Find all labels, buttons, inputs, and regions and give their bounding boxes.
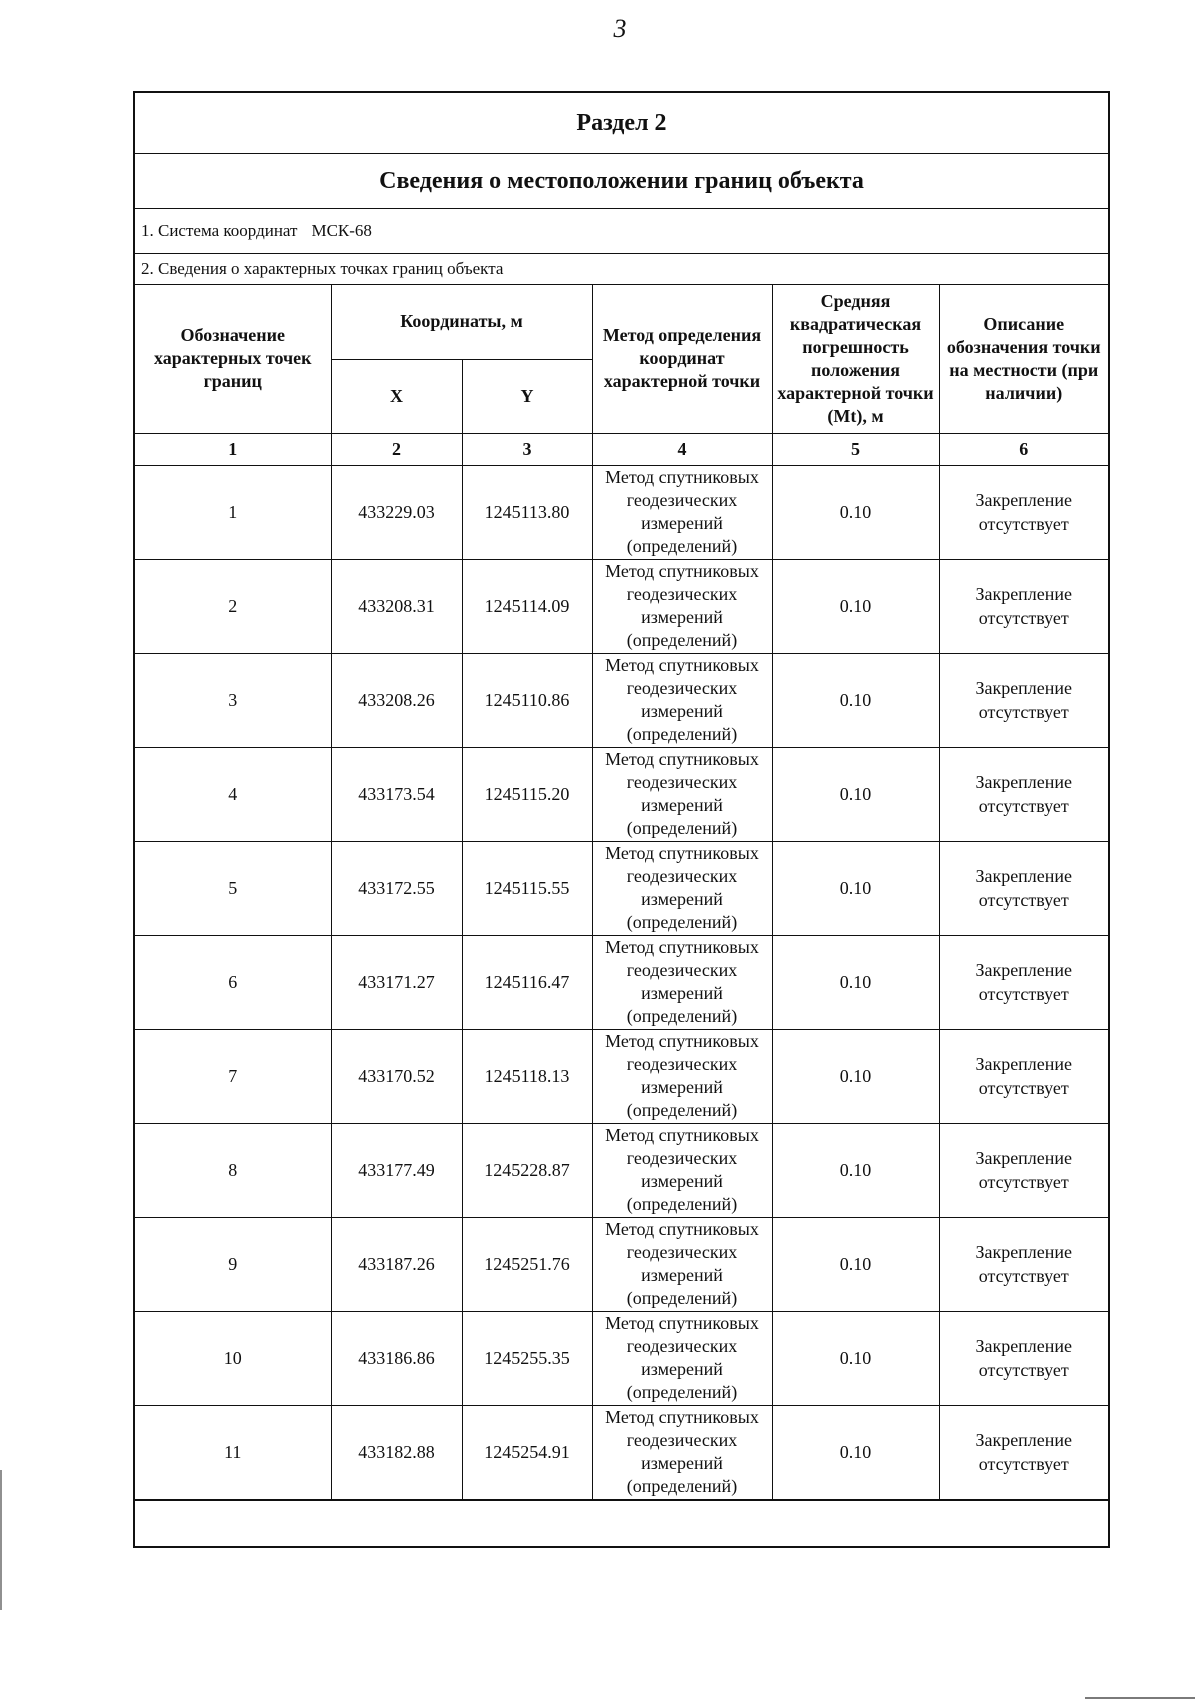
- point-x: 433170.52: [331, 1029, 462, 1123]
- point-description: Закрепление отсутствует: [939, 559, 1108, 653]
- point-description: Закрепление отсутствует: [939, 1029, 1108, 1123]
- table-row: [135, 1405, 1108, 1499]
- col-method-header: Метод определения координат характерной точки: [592, 285, 772, 433]
- point-x: 433229.03: [331, 465, 462, 559]
- table-row: [135, 1311, 1108, 1405]
- point-method: Метод спутниковых геодезических измерений (определений): [592, 1123, 772, 1217]
- points-heading: 2. Сведения о характерных точках границ объекта: [135, 254, 1108, 285]
- point-description: Закрепление отсутствует: [939, 1217, 1108, 1311]
- point-y: 1245251.76: [462, 1217, 592, 1311]
- point-x: 433182.88: [331, 1405, 462, 1499]
- point-y: 1245228.87: [462, 1123, 592, 1217]
- col-x-header: X: [331, 359, 462, 433]
- col-y-header: Y: [462, 359, 592, 433]
- table-row: [135, 465, 1108, 559]
- table-row: [135, 1123, 1108, 1217]
- point-y: 1245255.35: [462, 1311, 592, 1405]
- col-error-header: Средняя квадратическая погрешность положения характерной точки (Mt), м: [772, 285, 939, 433]
- point-x: 433171.27: [331, 935, 462, 1029]
- point-error: 0.10: [772, 465, 939, 559]
- col-number-2: 2: [331, 433, 462, 465]
- col-number-6: 6: [939, 433, 1108, 465]
- points-table-body: [135, 465, 1108, 1499]
- point-description: Закрепление отсутствует: [939, 1405, 1108, 1499]
- point-method: Метод спутниковых геодезических измерений (определений): [592, 465, 772, 559]
- point-error: 0.10: [772, 935, 939, 1029]
- table-row: [135, 1217, 1108, 1311]
- coordinate-system-line: [135, 209, 1108, 254]
- point-method: Метод спутниковых геодезических измерений (определений): [592, 1029, 772, 1123]
- point-method: Метод спутниковых геодезических измерений (определений): [592, 841, 772, 935]
- points-table: [135, 285, 1108, 1500]
- point-designation: 3: [135, 653, 331, 747]
- table-row: [135, 559, 1108, 653]
- table-row: [135, 935, 1108, 1029]
- point-designation: 7: [135, 1029, 331, 1123]
- point-method: Метод спутниковых геодезических измерений (определений): [592, 935, 772, 1029]
- point-method: Метод спутниковых геодезических измерений (определений): [592, 1217, 772, 1311]
- col-coordinates-header: Координаты, м: [331, 285, 592, 359]
- point-x: 433177.49: [331, 1123, 462, 1217]
- scan-edge-mark: [1085, 1697, 1195, 1699]
- point-designation: 1: [135, 465, 331, 559]
- point-method: Метод спутниковых геодезических измерений (определений): [592, 747, 772, 841]
- point-x: 433172.55: [331, 841, 462, 935]
- point-error: 0.10: [772, 1029, 939, 1123]
- section-subtitle: Сведения о местоположении границ объекта: [135, 154, 1108, 209]
- point-y: 1245254.91: [462, 1405, 592, 1499]
- point-designation: 10: [135, 1311, 331, 1405]
- table-row: [135, 653, 1108, 747]
- point-y: 1245113.80: [462, 465, 592, 559]
- point-description: Закрепление отсутствует: [939, 1311, 1108, 1405]
- point-y: 1245110.86: [462, 653, 592, 747]
- col-number-1: 1: [135, 433, 331, 465]
- empty-footer-row: [135, 1500, 1108, 1546]
- col-designation-header: Обозначение характерных точек границ: [135, 285, 331, 433]
- point-x: 433208.31: [331, 559, 462, 653]
- section-title: Раздел 2: [135, 93, 1108, 154]
- point-x: 433187.26: [331, 1217, 462, 1311]
- page-number: 3: [613, 14, 627, 43]
- point-y: 1245118.13: [462, 1029, 592, 1123]
- point-description: Закрепление отсутствует: [939, 653, 1108, 747]
- point-error: 0.10: [772, 653, 939, 747]
- point-method: Метод спутниковых геодезических измерений (определений): [592, 653, 772, 747]
- col-number-5: 5: [772, 433, 939, 465]
- point-error: 0.10: [772, 1311, 939, 1405]
- col-number-3: 3: [462, 433, 592, 465]
- point-method: Метод спутниковых геодезических измерений (определений): [592, 559, 772, 653]
- col-description-header: Описание обозначения точки на местности (при наличии): [939, 285, 1108, 433]
- point-description: Закрепление отсутствует: [939, 465, 1108, 559]
- point-designation: 11: [135, 1405, 331, 1499]
- table-row: [135, 747, 1108, 841]
- point-designation: 4: [135, 747, 331, 841]
- table-row: [135, 841, 1108, 935]
- point-method: Метод спутниковых геодезических измерений (определений): [592, 1311, 772, 1405]
- section-frame: [133, 91, 1110, 1548]
- point-designation: 9: [135, 1217, 331, 1311]
- point-error: 0.10: [772, 1405, 939, 1499]
- point-description: Закрепление отсутствует: [939, 747, 1108, 841]
- point-designation: 5: [135, 841, 331, 935]
- point-description: Закрепление отсутствует: [939, 1123, 1108, 1217]
- point-description: Закрепление отсутствует: [939, 935, 1108, 1029]
- point-error: 0.10: [772, 1217, 939, 1311]
- point-method: Метод спутниковых геодезических измерений (определений): [592, 1405, 772, 1499]
- point-designation: 6: [135, 935, 331, 1029]
- table-row: [135, 1029, 1108, 1123]
- point-x: 433173.54: [331, 747, 462, 841]
- point-y: 1245115.20: [462, 747, 592, 841]
- point-y: 1245115.55: [462, 841, 592, 935]
- point-y: 1245114.09: [462, 559, 592, 653]
- point-error: 0.10: [772, 841, 939, 935]
- coordinate-system-label: 1. Система координат: [141, 221, 298, 240]
- point-error: 0.10: [772, 559, 939, 653]
- point-x: 433186.86: [331, 1311, 462, 1405]
- point-error: 0.10: [772, 747, 939, 841]
- col-number-4: 4: [592, 433, 772, 465]
- point-designation: 2: [135, 559, 331, 653]
- coordinate-system-value: МСК-68: [311, 221, 372, 240]
- point-designation: 8: [135, 1123, 331, 1217]
- point-x: 433208.26: [331, 653, 462, 747]
- point-error: 0.10: [772, 1123, 939, 1217]
- scan-edge-mark: [0, 1470, 2, 1610]
- point-description: Закрепление отсутствует: [939, 841, 1108, 935]
- point-y: 1245116.47: [462, 935, 592, 1029]
